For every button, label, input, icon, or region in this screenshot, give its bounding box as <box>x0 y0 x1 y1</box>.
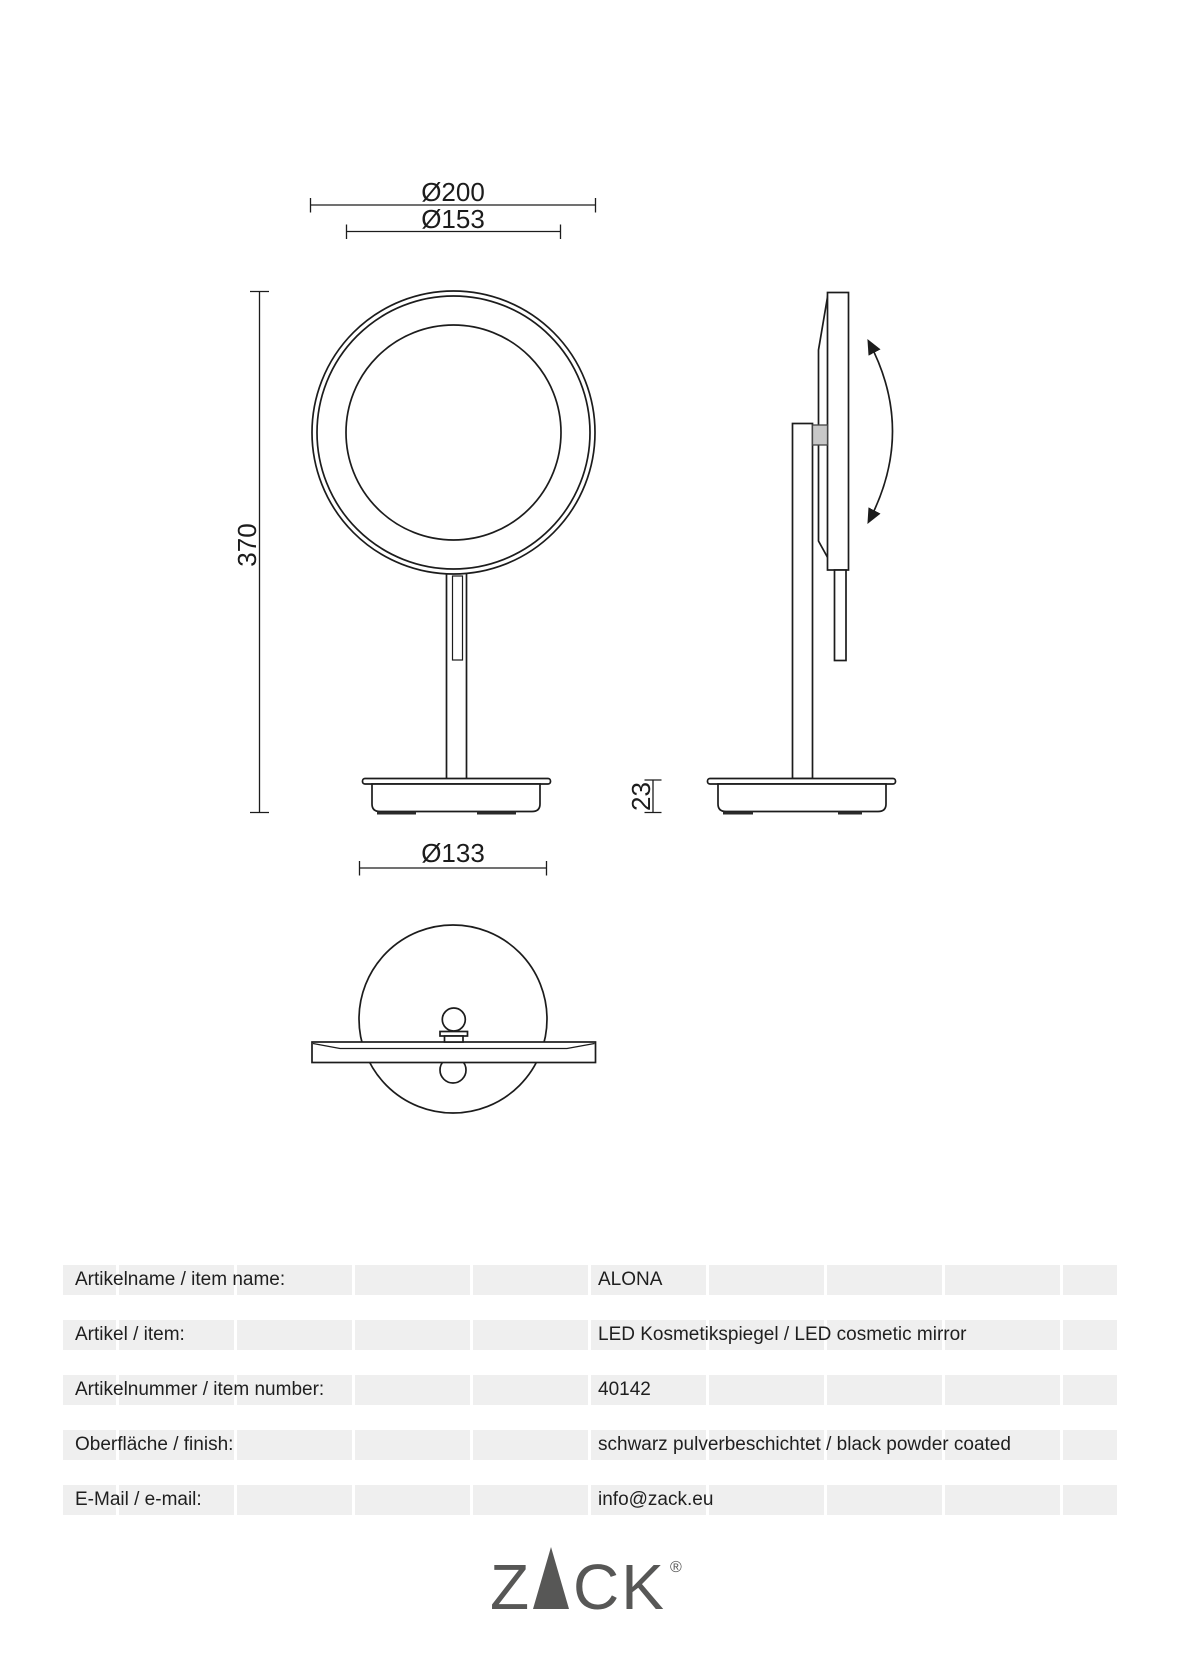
row-label: Artikelname / item name: <box>75 1269 286 1290</box>
mirror-led-ring <box>317 296 590 569</box>
stem-knob-top <box>442 1008 465 1031</box>
row-label: Artikelnummer / item number: <box>75 1379 325 1400</box>
tilt-arrow <box>869 342 893 521</box>
logo-triangle-a <box>533 1547 569 1609</box>
row-value: info@zack.eu <box>598 1489 714 1510</box>
front-view <box>312 291 595 813</box>
mirror-outer-ring <box>312 291 595 574</box>
mirror-side-lower-edge <box>835 570 847 661</box>
knob-neck <box>445 1036 464 1042</box>
table-row-item-number <box>63 1375 1117 1405</box>
stem-mask <box>447 575 466 780</box>
mirror-side-profile <box>828 293 849 571</box>
table-row-finish <box>63 1430 1117 1460</box>
dim-label-base-diameter: Ø133 <box>421 838 485 868</box>
base-body-front <box>372 784 540 812</box>
base-body-side <box>718 784 886 812</box>
dim-label-mirror-outer: Ø200 <box>421 177 485 207</box>
row-value: ALONA <box>598 1269 663 1290</box>
mirror-edge-top <box>312 1042 596 1063</box>
dim-label-mirror-glass: Ø153 <box>421 204 485 234</box>
zack-logo-graphic <box>490 1546 690 1616</box>
dim-label-height: 370 <box>232 523 262 567</box>
table-row-item-name <box>63 1265 1117 1295</box>
spec-table <box>63 1265 1117 1516</box>
row-label: Artikel / item: <box>75 1324 185 1345</box>
stand-column <box>793 424 813 779</box>
side-view <box>708 293 896 814</box>
logo-letters-ck: CK <box>573 1551 666 1616</box>
row-label: E-Mail / e-mail: <box>75 1489 202 1510</box>
registered-trademark-icon: ® <box>670 1559 682 1576</box>
dim-label-base-height: 23 <box>626 782 656 811</box>
logo-letter-z: Z <box>490 1551 530 1616</box>
top-view <box>312 925 596 1113</box>
row-value: schwarz pulverbeschichtet / black powder coated <box>598 1434 1011 1455</box>
table-row-item <box>63 1320 1117 1350</box>
zack-logo <box>490 1546 690 1621</box>
pivot-bracket <box>813 425 828 445</box>
row-label: Oberfläche / finish: <box>75 1434 234 1455</box>
table-row-email <box>63 1485 1117 1515</box>
mirror-glass-circle <box>346 325 561 540</box>
row-value: LED Kosmetikspiegel / LED cosmetic mirror <box>598 1324 967 1345</box>
row-value: 40142 <box>598 1379 651 1400</box>
